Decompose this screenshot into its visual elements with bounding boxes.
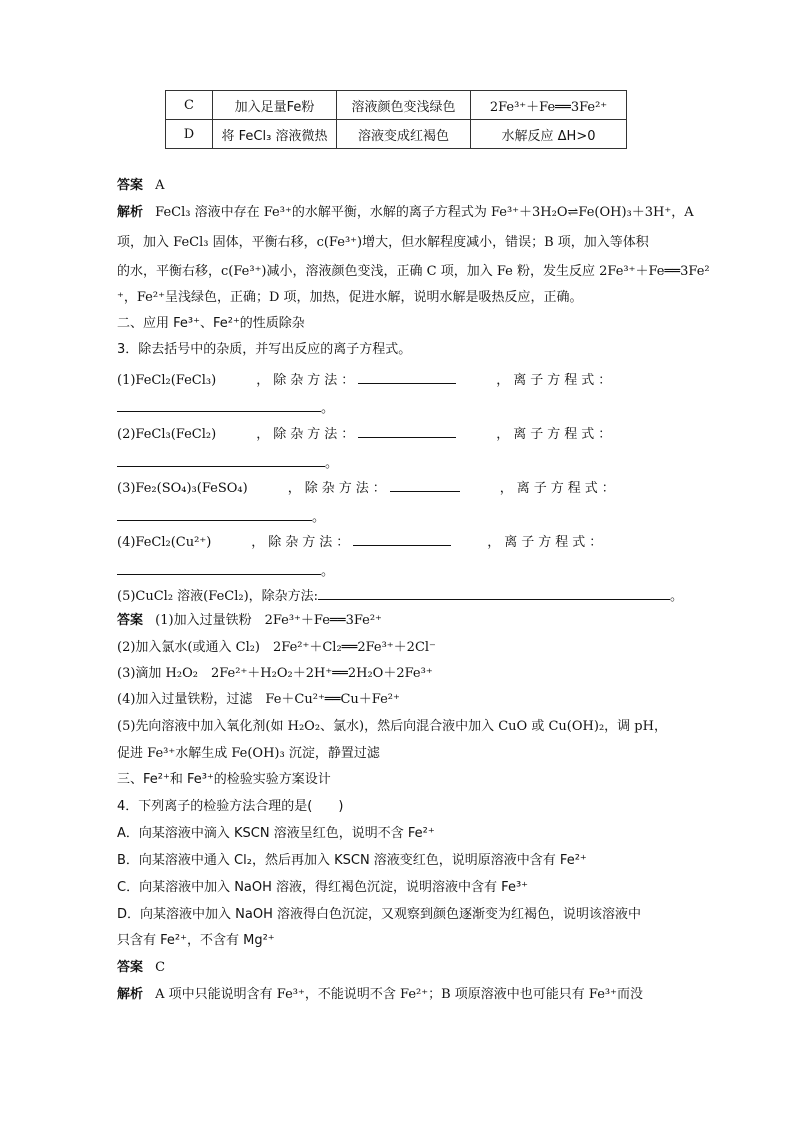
method-blank[interactable] <box>353 532 451 546</box>
question-stem: 3．除去括号中的杂质，并写出反应的离子方程式。 <box>117 342 412 357</box>
table-row <box>166 91 627 120</box>
analysis-label: 解析 <box>117 205 144 220</box>
table-row <box>166 120 627 149</box>
method-blank[interactable] <box>358 370 456 384</box>
options-table <box>165 90 627 149</box>
answer-line: 促进 Fe³⁺水解生成 Fe(OH)₃ 沉淀，静置过滤 <box>117 746 380 761</box>
section-title: 三、Fe²⁺和 Fe³⁺的检验实验方案设计 <box>117 772 331 787</box>
equation-blank[interactable] <box>117 398 321 412</box>
choice-d[interactable]: D．向某溶液中加入 NaOH 溶液得白色沉淀，又观察到颜色逐渐变为红褐色，说明该溶液中 <box>117 907 641 922</box>
question-item-5: (5)CuCl₂ 溶液(FeCl₂)，除杂方法: 。 <box>117 586 683 605</box>
choice-c[interactable]: C．向某溶液中加入 NaOH 溶液，得红褐色沉淀，说明溶液中含有 Fe³⁺ <box>117 880 529 895</box>
analysis-line <box>117 987 643 1003</box>
answer-text: (1)加入过量铁粉 2Fe³⁺＋Fe══3Fe²⁺ <box>155 613 382 628</box>
choice-b[interactable]: B．向某溶液中通入 Cl₂，然后再加入 KSCN 溶液变红色，说明原溶液中含有 Fe²⁺ <box>117 853 587 868</box>
option-letter: C <box>166 91 213 120</box>
equation-blank[interactable] <box>117 561 321 575</box>
equation-blank[interactable] <box>117 453 325 467</box>
option-letter: D <box>166 120 213 149</box>
analysis-line: 的水，平衡右移，c(Fe³⁺)减小，溶液颜色变浅，正确 C 项，加入 Fe 粉，发生反应 2Fe³⁺＋Fe══3Fe² <box>117 264 710 279</box>
choice-d-continued: 只含有 Fe²⁺，不含有 Mg²⁺ <box>117 933 275 948</box>
method-blank[interactable] <box>390 478 460 492</box>
operation-cell: 将 FeCl₃ 溶液微热 <box>213 120 337 149</box>
answer-line: (3)滴加 H₂O₂ 2Fe²⁺＋H₂O₂＋2H⁺══2H₂O＋2Fe³⁺ <box>117 666 433 681</box>
method-blank[interactable] <box>318 586 670 600</box>
answer-line <box>117 960 165 976</box>
question-item-4: (4)FeCl₂(Cu²⁺) ，除杂方法： ，离子方程式： <box>117 532 606 551</box>
choice-a[interactable]: A．向某溶液中滴入 KSCN 溶液呈红色，说明不含 Fe²⁺ <box>117 826 435 841</box>
equation-blank-line: 。 <box>117 507 325 526</box>
question-item-2: (2)FeCl₃(FeCl₂) ，除杂方法： ，离子方程式： <box>117 424 615 443</box>
answer-line: (4)加入过量铁粉，过滤 Fe＋Cu²⁺══Cu＋Fe²⁺ <box>117 692 400 707</box>
question-item-3: (3)Fe₂(SO₄)₃(FeSO₄) ，除杂方法： ，离子方程式： <box>117 478 619 497</box>
answer-line: (2)加入氯水(或通入 Cl₂) 2Fe²⁺＋Cl₂══2Fe³⁺＋2Cl⁻ <box>117 640 436 655</box>
phenomenon-cell: 溶液变成红褐色 <box>337 120 471 149</box>
analysis-line <box>117 205 694 221</box>
equation-blank-line: 。 <box>117 453 338 472</box>
equation-blank[interactable] <box>117 507 312 521</box>
analysis-text: A 项中只能说明含有 Fe³⁺，不能说明不含 Fe²⁺；B 项原溶液中也可能只有 Fe³⁺而没 <box>155 987 643 1002</box>
equation-blank-line: 。 <box>117 398 334 417</box>
answer-line <box>117 613 382 629</box>
analysis-label: 解析 <box>117 987 144 1002</box>
answer-label: 答案 <box>117 178 144 193</box>
section-title: 二、应用 Fe³⁺、Fe²⁺的性质除杂 <box>117 316 305 331</box>
question-item-1: (1)FeCl₂(FeCl₃) ，除杂方法： ，离子方程式： <box>117 370 615 389</box>
analysis-line: ⁺，Fe²⁺呈浅绿色，正确；D 项，加热，促进水解，说明水解是吸热反应，正确。 <box>117 290 583 305</box>
answer-value: C <box>155 960 166 975</box>
question-stem: 4．下列离子的检验方法合理的是( ) <box>117 799 344 814</box>
method-blank[interactable] <box>358 424 456 438</box>
explanation-cell: 2Fe³⁺＋Fe══3Fe²⁺ <box>471 91 627 120</box>
analysis-line: 项，加入 FeCl₃ 固体，平衡右移，c(Fe³⁺)增大，但水解程度减小，错误；B 项，加入等体积 <box>117 235 649 250</box>
phenomenon-cell: 溶液颜色变浅绿色 <box>337 91 471 120</box>
answer-label: 答案 <box>117 613 144 628</box>
answer-line: (5)先向溶液中加入氧化剂(如 H₂O₂、氯水)，然后向混合液中加入 CuO 或 Cu(OH)₂，调 pH， <box>117 719 667 734</box>
answer-value: A <box>155 178 165 193</box>
analysis-text: FeCl₃ 溶液中存在 Fe³⁺的水解平衡，水解的离子方程式为 Fe³⁺＋3H₂O⇌Fe(OH)₃＋3H⁺，A <box>155 205 694 220</box>
answer-line <box>117 178 165 194</box>
equation-blank-line: 。 <box>117 561 334 580</box>
operation-cell: 加入足量Fe粉 <box>213 91 337 120</box>
explanation-cell: 水解反应 ΔH>0 <box>471 120 627 149</box>
answer-label: 答案 <box>117 960 144 975</box>
